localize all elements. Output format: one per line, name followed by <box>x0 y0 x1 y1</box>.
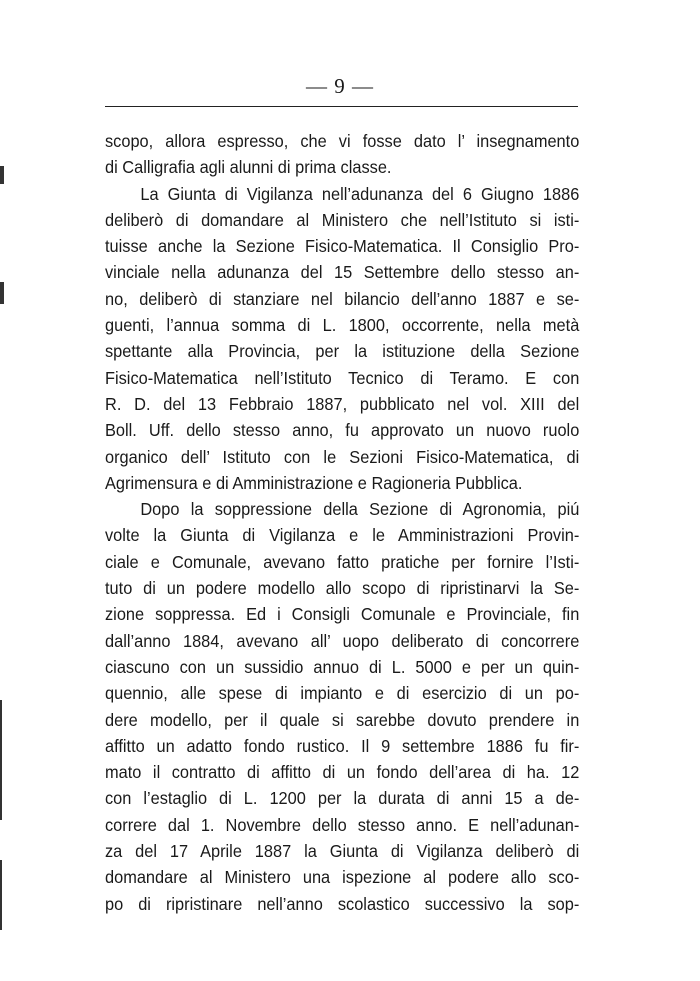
text-line: spettante alla Provincia, per la istituzione della Sezione <box>105 341 580 362</box>
text-line: no, deliberò di stanziare nel bilancio dell’anno 1887 e se- <box>105 288 580 309</box>
text-line: Agrimensura e di Amministrazione e Ragioneria Pubblica. <box>105 472 523 493</box>
text-line: vinciale nella adunanza del 15 Settembre dello stesso an- <box>105 262 580 283</box>
text-line: za del 17 Aprile 1887 la Giunta di Vigilanza deliberò di <box>105 841 580 862</box>
text-line: guenti, l’annua somma di L. 1800, occorrente, nella metà <box>105 315 580 336</box>
body-text <box>105 128 580 917</box>
text-line: volte la Giunta di Vigilanza e le Amministrazioni Provin- <box>105 525 580 546</box>
page-number: — 9 — <box>306 74 374 98</box>
text-line: tuto di un podere modello allo scopo di ripristinarvi la Se- <box>105 578 580 599</box>
text-line: tuisse anche la Sezione Fisico-Matematica. Il Consiglio Pro- <box>105 236 580 257</box>
text-line: La Giunta di Vigilanza nell’adunanza del 6 Giugno 1886 <box>140 183 580 204</box>
text-line: ciascuno con un sussidio annuo di L. 5000 e per un quin- <box>105 656 580 677</box>
text-line: ciale e Comunale, avevano fatto pratiche per fornire l’Isti- <box>105 551 580 572</box>
text-line: quennio, alle spese di impianto e di esercizio di un po- <box>105 683 580 704</box>
text-line: mato il contratto di affitto di un fondo dell’area di ha. 12 <box>105 762 580 783</box>
text-line: dere modello, per il quale si sarebbe dovuto prendere in <box>105 709 580 730</box>
binding-mark <box>0 860 2 930</box>
text-line: correre dal 1. Novembre dello stesso anno. E nell’adunan- <box>105 814 580 835</box>
text-line: dall’anno 1884, avevano all’ uopo deliberato di concorrere <box>105 630 580 651</box>
binding-mark <box>0 700 2 820</box>
text-line: domandare al Ministero una ispezione al podere allo sco- <box>105 867 580 888</box>
text-line: organico dell’ Istituto con le Sezioni Fisico-Matematica, di <box>105 446 580 467</box>
text-line: di Calligrafia agli alunni di prima classe. <box>105 157 392 178</box>
text-line: R. D. del 13 Febbraio 1887, pubblicato nel vol. XIII del <box>105 393 580 414</box>
header-rule <box>105 106 578 107</box>
text-line: deliberò di domandare al Ministero che nell’Istituto si isti- <box>105 209 580 230</box>
text-line: Boll. Uff. dello stesso anno, fu approvato un nuovo ruolo <box>105 420 580 441</box>
text-line: Dopo la soppressione della Sezione di Agronomia, piú <box>140 499 580 520</box>
text-line: po di ripristinare nell’anno scolastico successivo la sop- <box>105 893 580 914</box>
binding-mark <box>0 166 4 184</box>
text-line: Fisico-Matematica nell’Istituto Tecnico di Teramo. E con <box>105 367 580 388</box>
text-line: affitto un adatto fondo rustico. Il 9 settembre 1886 fu fir- <box>105 735 580 756</box>
text-line: con l’estaglio di L. 1200 per la durata di anni 15 a de- <box>105 788 580 809</box>
binding-mark <box>0 282 4 304</box>
text-line: zione soppressa. Ed i Consigli Comunale e Provinciale, fin <box>105 604 580 625</box>
text-line: scopo, allora espresso, che vi fosse dato l’ insegnamento <box>105 131 580 151</box>
